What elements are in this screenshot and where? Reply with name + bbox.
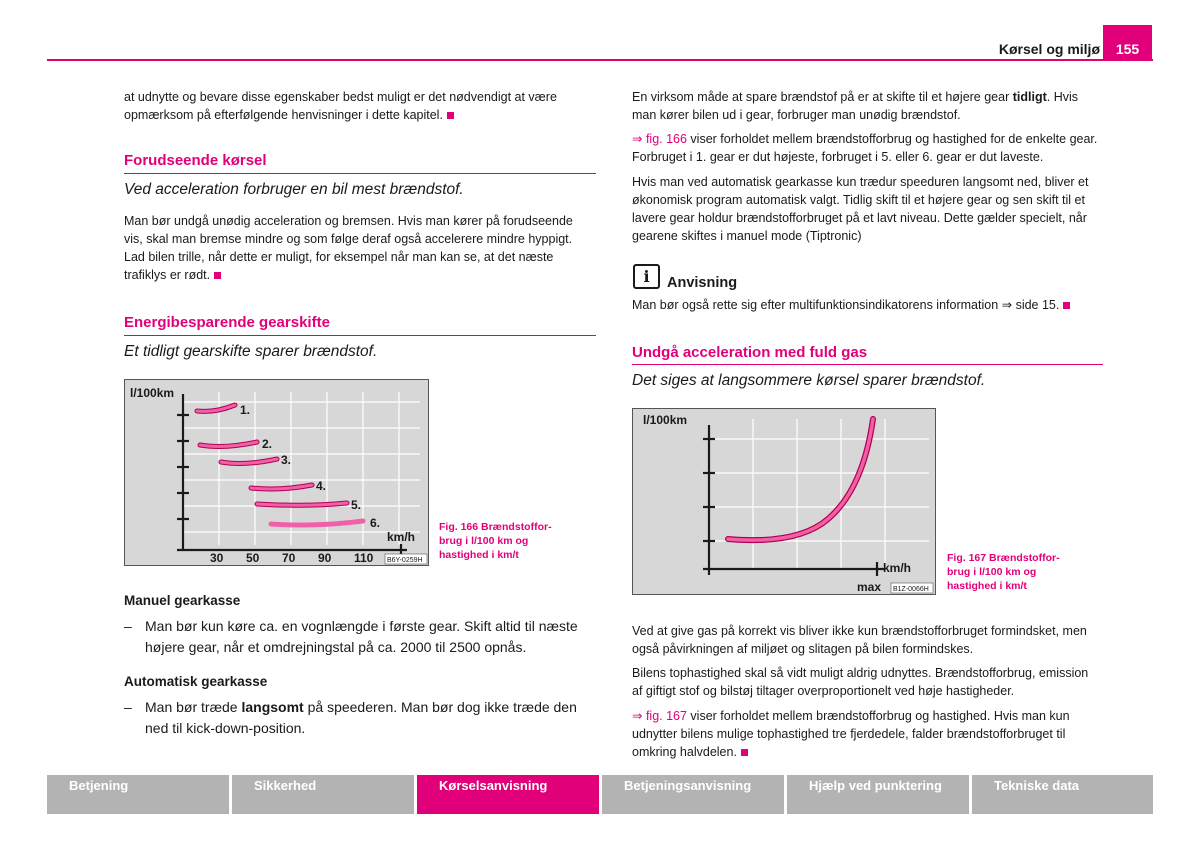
y-axis-label: l/100km [130, 386, 175, 400]
figure-grid [183, 392, 420, 545]
lead-energibesparende: Et tidligt gearskifte sparer brændstof. [124, 343, 378, 360]
end-marker-icon [214, 272, 221, 279]
paragraph-text-post: . Hvis man kører bilen ud i gear, forbruger man unødig brændstof. [632, 90, 1078, 122]
y-axis-label: l/100km [643, 413, 688, 427]
section-rule [632, 364, 1103, 365]
page-number: 155 [1103, 25, 1152, 61]
list-item-automatisk [124, 697, 594, 739]
caption-line: Fig. 166 Brændstoffor- [439, 521, 552, 533]
gear-label: 5. [351, 498, 362, 512]
paragraph-text-bold: tidligt [1012, 90, 1047, 104]
figure-167-caption [947, 551, 1087, 593]
list-item-manuel [124, 616, 594, 658]
dash-bullet: – [124, 699, 132, 715]
gear-label: 6. [370, 516, 381, 530]
figure-axes [703, 425, 885, 576]
list-item-text-pre: Man bør træde [145, 699, 242, 715]
paragraph-topspeed: Bilens tophastighed skal så vidt muligt aldrig udnyttes. Brændstofforbrug, emission af giftigt stof og bilstøj tiltager overproportionelt ved høje hastigheder. [632, 666, 1089, 698]
list-item-text: Man bør kun køre ca. en vognlængde i første gear. Skift altid til næste højere gear, når et omdrejningstal på ca. 2000 til 2500 opnås. [145, 618, 578, 655]
caption-line: brug i l/100 km og [947, 566, 1037, 578]
paragraph-automatic: Hvis man ved automatisk gearkasse kun trædur speeduren langsomt ned, bliver et økonomisk program automatisk valgt. Tidlig skift til et højere gear og sen skift til et lavere gear holdur brændstofforbruget på et lavt niveau. Dette gælder specielt, når gearene skiftes i manuel mode (Tiptronic) [632, 175, 1089, 243]
cross-reference-link[interactable]: ⇒ fig. 166 [632, 132, 687, 146]
list-item-text-post: på speederen. Man bør dog ikke træde den ned til kick-down-position. [145, 699, 577, 736]
lead-undga: Det siges at langsommere kørsel sparer brændstof. [632, 372, 986, 389]
figure-167 [632, 408, 936, 595]
nav-tab-hjaelp-ved-punktering[interactable]: Hjælp ved punktering [787, 775, 969, 814]
gear-label: 4. [316, 479, 327, 493]
gear-label: 2. [262, 437, 273, 451]
info-icon: i [633, 264, 660, 289]
paragraph-fig167-ref [632, 707, 1102, 761]
section-heading-energibesparende: Energibesparende gearskifte [124, 314, 330, 331]
x-axis-label: km/h [883, 561, 912, 575]
gear-6-curve [271, 521, 363, 525]
end-marker-icon [1063, 302, 1070, 309]
nav-tab-sikkerhed[interactable]: Sikkerhed [232, 775, 414, 814]
nav-tab-betjening[interactable]: Betjening [47, 775, 229, 814]
figure-grid [709, 419, 929, 569]
note-body [632, 296, 1102, 314]
caption-line: hastighed i km/t [439, 549, 519, 561]
paragraph-fig166-ref [632, 130, 1102, 166]
paragraph-text: viser forholdet mellem brændstofforbrug og hastighed for de enkelte gear. Forbruget i 1. gear er dut højeste, forbruget i 5. eller 6. gear er dut laveste. [632, 132, 1098, 164]
header-rule [47, 59, 1153, 61]
x-tick-label: 90 [318, 551, 332, 565]
figure-166 [124, 379, 429, 566]
figure-code: B6Y-0259H [387, 557, 423, 564]
x-max-label: max [857, 580, 882, 594]
paragraph-text-pre: En virksom måde at spare brændstof på er at skifte til et højere gear [632, 90, 1013, 104]
caption-line: Fig. 167 Brændstoffor- [947, 552, 1060, 564]
nav-tab-tekniske-data[interactable]: Tekniske data [972, 775, 1153, 814]
paragraph-forudseende [124, 212, 590, 284]
intro-paragraph [124, 88, 594, 124]
end-marker-icon [447, 112, 454, 119]
section-rule [124, 173, 596, 174]
note-heading: Anvisning [667, 275, 738, 291]
section-rule [124, 335, 596, 336]
gear-label: 3. [281, 453, 292, 467]
x-tick-label: 110 [354, 551, 374, 565]
x-tick-label: 30 [210, 551, 224, 565]
section-heading-undga: Undgå acceleration med fuld gas [632, 344, 868, 361]
figure-167-graphic [633, 409, 935, 594]
running-header-title: Kørsel og miljø [998, 41, 1100, 57]
subheading-automatisk: Automatisk gearkasse [124, 674, 268, 689]
caption-line: hastighed i km/t [947, 580, 1027, 592]
x-tick-label: 70 [282, 551, 296, 565]
gear-label: 1. [240, 403, 251, 417]
x-axis-label: km/h [387, 530, 416, 544]
figure-code: B1Z-0066H [893, 586, 929, 593]
figure-166-graphic [125, 380, 428, 565]
consumption-curve-shadow [728, 419, 873, 540]
nav-tab-betjeningsanvisning[interactable]: Betjeningsanvisning [602, 775, 784, 814]
end-marker-icon [741, 749, 748, 756]
dash-bullet: – [124, 618, 132, 634]
intro-text: at udnytte og bevare disse egenskaber bedst muligt er det nødvendigt at være opmærksom på efterfølgende henvisninger i dette kapitel. [124, 90, 557, 122]
list-item-text-bold: langsomt [241, 699, 304, 715]
cross-reference-link[interactable]: ⇒ fig. 167 [632, 709, 687, 723]
consumption-curve [728, 419, 873, 540]
x-tick-label: 50 [246, 551, 260, 565]
nav-tab-korselsanvisning[interactable]: Kørselsanvisning [417, 775, 599, 814]
subheading-manuel: Manuel gearkasse [124, 593, 241, 608]
note-text: Man bør også rette sig efter multifunktionsindikatorens information ⇒ side 15. [632, 298, 1060, 312]
paragraph-forudseende-text: Man bør undgå unødig acceleration og bremsen. Hvis man kører på forudseende vis, skal man bremse mindre og som følge deraf også accelerere mindre hyppigt. Lad bilen trille, når dette er muligt, for eksempel når man kan se, at det næste trafiklys er rødt. [124, 214, 573, 282]
paragraph-correct-gas: Ved at give gas på korrekt vis bliver ikke kun brændstofforbruget formindsket, men også påvirkningen af miljøet og slitagen på bilen formindskes. [632, 624, 1087, 656]
caption-line: brug i l/100 km og [439, 535, 529, 547]
section-heading-forudseende: Forudseende kørsel [124, 152, 267, 169]
paragraph-text: viser forholdet mellem brændstofforbrug og hastighed. Hvis man kun udnytter bilens mulige tophastighed tre fjerdedele, falder brændstofforbruget til omkring halvdelen. [632, 709, 1070, 759]
figure-166-caption [439, 520, 579, 562]
lead-forudseende: Ved acceleration forbruger en bil mest brændstof. [124, 181, 464, 198]
paragraph-tidligt [632, 88, 1102, 124]
